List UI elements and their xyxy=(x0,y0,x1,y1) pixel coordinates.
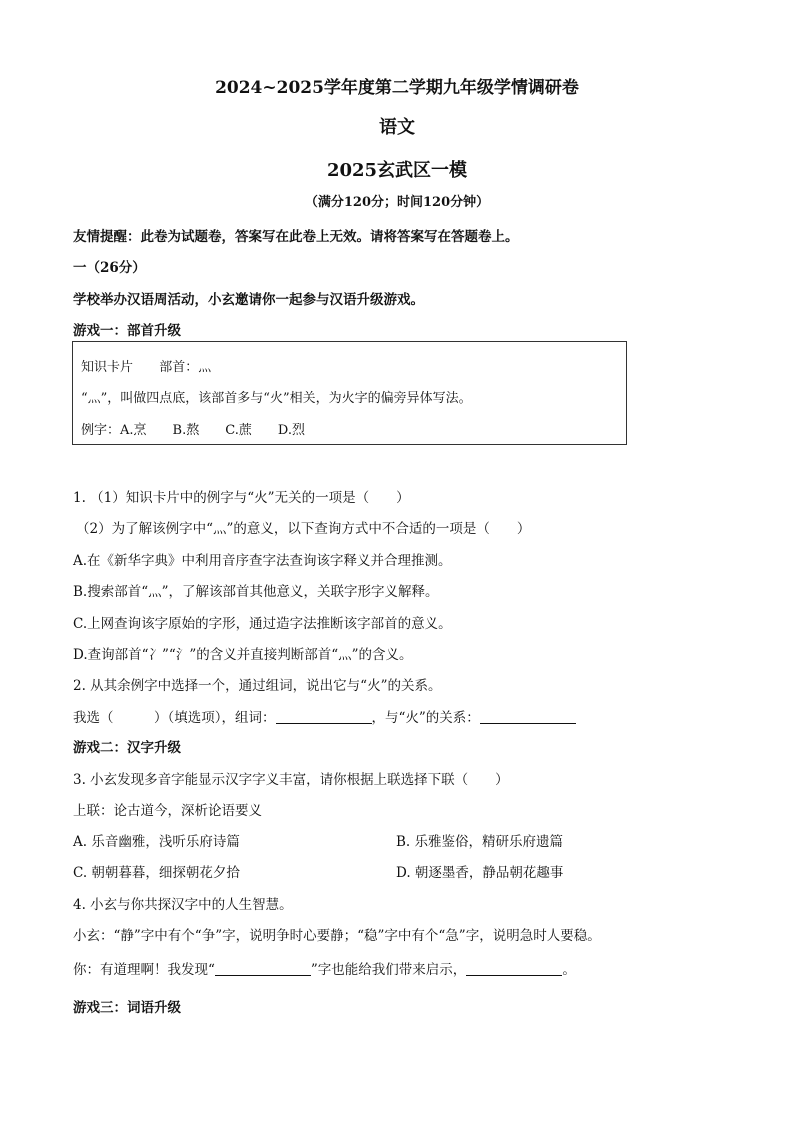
you-line xyxy=(73,958,576,978)
q2-answer-line xyxy=(73,706,576,726)
q2-choose-label: 我选（ ）（填选项），组词： xyxy=(73,710,276,726)
example-d: D.烈 xyxy=(277,423,305,438)
q4-text: 4. 小玄与你共探汉字中的人生智慧。 xyxy=(73,897,293,913)
game3-title: 游戏三：词语升级 xyxy=(73,1000,181,1016)
relation-blank[interactable] xyxy=(480,709,576,724)
q1-option-b: B.搜索部首“灬”，了解该部首其他意义，关联字形字义解释。 xyxy=(73,584,439,600)
you-text-a: 你：有道理啊！我发现“ xyxy=(73,962,215,978)
q3-option-c: C. 朝朝暮暮，细探朝花夕拾 xyxy=(73,865,240,881)
intro-text: 学校举办汉语周活动，小玄邀请你一起参与汉语升级游戏。 xyxy=(73,292,424,308)
knowledge-card xyxy=(72,341,627,445)
exam-title: 2024~2025学年度第二学期九年级学情调研卷 xyxy=(215,78,579,98)
word-blank[interactable] xyxy=(276,709,372,724)
upper-couplet: 上联：论古道今，深析论语要义 xyxy=(73,803,262,819)
notice: 友情提醒：此卷为试题卷，答案写在此卷上无效。请将答案写在答题卷上。 xyxy=(73,229,519,245)
example-a: A.烹 xyxy=(120,423,147,438)
character-blank[interactable] xyxy=(215,961,311,976)
insight-blank[interactable] xyxy=(466,961,562,976)
card-description: “灬”，叫做四点底，该部首多与“火”相关，为火字的偏旁异体写法。 xyxy=(81,391,472,406)
q3-option-b: B. 乐雅鉴俗，精研乐府遗篇 xyxy=(396,834,564,850)
q1-option-a: A.在《新华字典》中利用音序查字法查询该字释义并合理推测。 xyxy=(73,553,452,569)
q3-option-d: D. 朝逐墨香，静品朝花趣事 xyxy=(396,865,564,881)
score-time: （满分120分；时间120分钟） xyxy=(304,195,490,210)
example-c: C.蔗 xyxy=(225,423,252,438)
q3-text: 3. 小玄发现多音字能显示汉字字义丰富，请你根据上联选择下联（ ） xyxy=(73,772,509,788)
q1-option-c: C.上网查询该字原始的字形，通过造字法推断该字部首的意义。 xyxy=(73,616,452,632)
q1-option-d: D.查询部首“冫”“氵”的含义并直接判断部首“灬”的含义。 xyxy=(73,647,413,663)
xiaoxuan-line: 小玄：“静”字中有个“争”字，说明争时心要静；“稳”字中有个“急”字，说明急时人要稳。 xyxy=(73,928,601,944)
radical-label: 部首：灬 xyxy=(159,360,212,375)
exam-name: 2025玄武区一模 xyxy=(326,160,468,181)
subject-title: 语文 xyxy=(379,117,415,138)
you-text-b: ”字也能给我们带来启示， xyxy=(310,962,467,978)
game1-title: 游戏一：部首升级 xyxy=(73,323,181,339)
q1-part1: 1. （1）知识卡片中的例字与“火”无关的一项是（ ） xyxy=(73,490,410,506)
example-b: B.熬 xyxy=(172,423,200,438)
q3-option-a: A. 乐音幽雅，浅听乐府诗篇 xyxy=(73,834,240,850)
game2-title: 游戏二：汉字升级 xyxy=(73,740,181,756)
card-label: 知识卡片 xyxy=(81,360,134,375)
you-text-c: 。 xyxy=(562,962,576,978)
examples-label: 例字： xyxy=(81,423,121,438)
card-header xyxy=(81,356,211,375)
q2-relation-label: ，与“火”的关系： xyxy=(371,710,480,726)
card-examples xyxy=(81,419,305,438)
section-one-heading: 一（26分） xyxy=(73,260,146,276)
q1-part2: （2）为了解该例字中“灬”的意义，以下查询方式中不合适的一项是（ ） xyxy=(76,521,531,537)
q2-text: 2. 从其余例字中选择一个，通过组词，说出它与“火”的关系。 xyxy=(73,678,442,694)
